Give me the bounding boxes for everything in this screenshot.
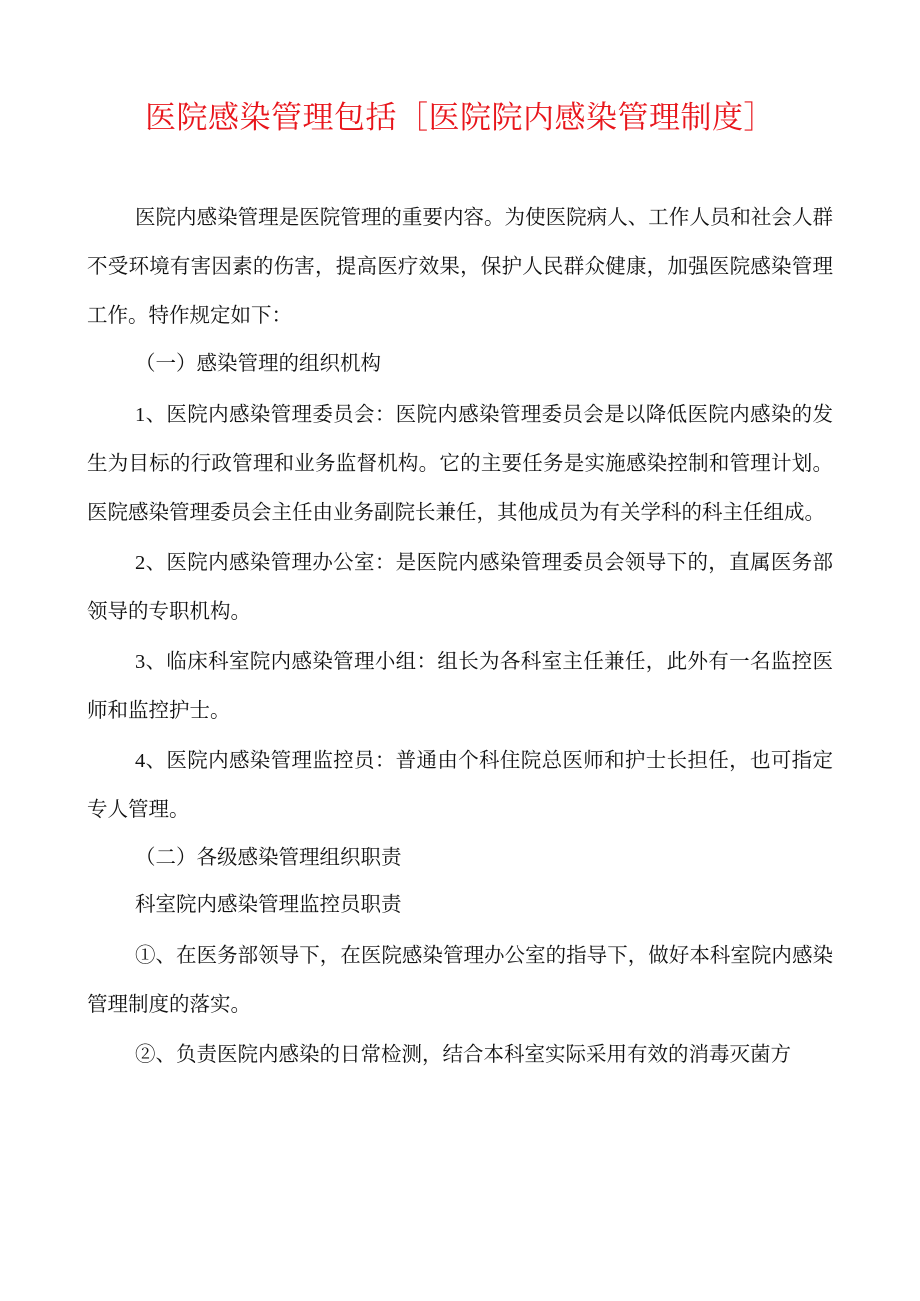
document-body <box>87 194 833 1080</box>
list-item-duty-1: ①、在医务部领导下，在医院感染管理办公室的指导下，做好本科室院内感染管理制度的落实。 <box>87 945 833 1016</box>
paragraph-office: 2、医院内感染管理办公室：是医院内感染管理委员会领导下的，直属医务部领导的专职机构。 <box>87 552 833 623</box>
document-title: 医院感染管理包括［医院院内感染管理制度］ <box>145 100 775 136</box>
list-item-duty-2: ②、负责医院内感染的日常检测，结合本科室实际采用有效的消毒灭菌方 <box>135 1044 791 1066</box>
paragraph-clinical-group: 3、临床科室院内感染管理小组：组长为各科室主任兼任，此外有一名监控医师和监控护士。 <box>87 651 833 722</box>
subheading-monitor-duties: 科室院内感染管理监控员职责 <box>135 894 402 916</box>
paragraph-committee: 1、医院内感染管理委员会：医院内感染管理委员会是以降低医院内感染的发生为目标的行政管理和业务监督机构。它的主要任务是实施感染控制和管理计划。医院感染管理委员会主任由业务副院长兼任，其他成员为有关学科的科主任组成。 <box>87 404 833 524</box>
paragraph-monitor: 4、医院内感染管理监控员：普通由个科住院总医师和护士长担任，也可指定专人管理。 <box>87 750 833 821</box>
intro-paragraph: 医院内感染管理是医院管理的重要内容。为使医院病人、工作人员和社会人群不受环境有害因素的伤害，提高医疗效果，保护人民群众健康，加强医院感染管理工作。特作规定如下： <box>87 207 833 327</box>
section-heading-duties: （二）各级感染管理组织职责 <box>135 847 402 869</box>
section-heading-organization: （一）感染管理的组织机构 <box>135 353 381 375</box>
